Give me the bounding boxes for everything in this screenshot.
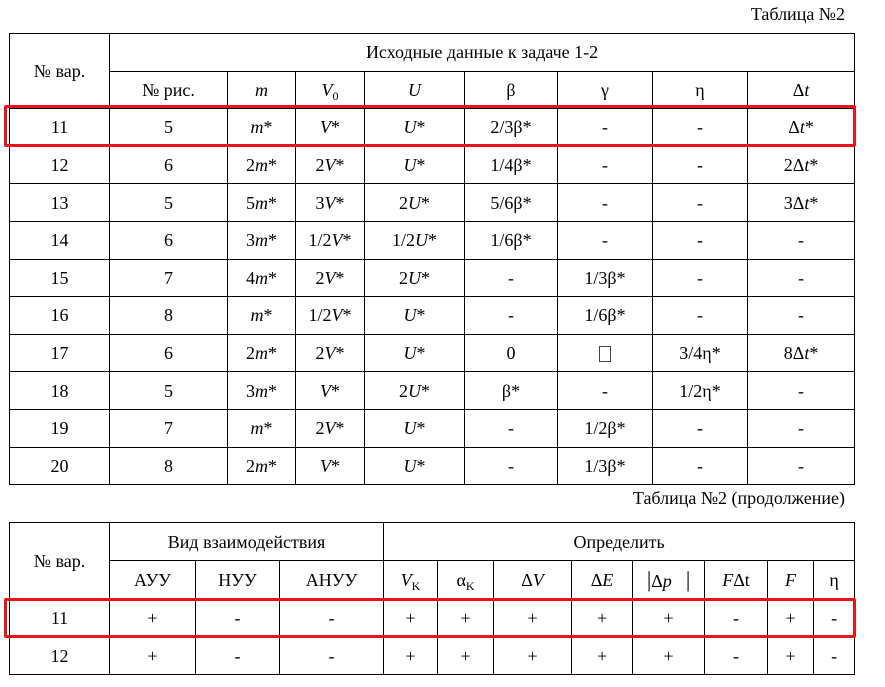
table-cell: - bbox=[558, 372, 653, 410]
table-row bbox=[10, 109, 855, 147]
table-cell: U* bbox=[365, 146, 465, 184]
table-cell: - bbox=[558, 146, 653, 184]
col-dv: ΔV bbox=[494, 561, 572, 599]
table-cell: + bbox=[494, 637, 572, 675]
table-cell: 1/2η* bbox=[653, 372, 748, 410]
table-cell: 2Δt* bbox=[748, 146, 855, 184]
table-cell: + bbox=[572, 637, 633, 675]
table-cell: - bbox=[558, 109, 653, 147]
table-cell: - bbox=[653, 109, 748, 147]
table-cell: V* bbox=[296, 372, 365, 410]
table-cell: 5 bbox=[110, 184, 228, 222]
table-cell: - bbox=[748, 409, 855, 447]
header-group-initial-data: Исходные данные к задаче 1-2 bbox=[110, 34, 855, 72]
col-alphak: $\alpha_K$ bbox=[438, 561, 494, 599]
table-cell: 1/6β* bbox=[558, 297, 653, 335]
continuation-table bbox=[9, 522, 855, 675]
table-cell: - bbox=[748, 259, 855, 297]
table-cell: 6 bbox=[110, 146, 228, 184]
col-force: F bbox=[768, 561, 814, 599]
table-cell: - bbox=[748, 221, 855, 259]
table-cell: - bbox=[748, 447, 855, 485]
col-eta: η bbox=[653, 71, 748, 109]
table-cell: - bbox=[748, 372, 855, 410]
table-cell: 3m* bbox=[228, 221, 296, 259]
table-cell: 5m* bbox=[228, 184, 296, 222]
table-cell: 3V* bbox=[296, 184, 365, 222]
table-cell: 8Δt* bbox=[748, 334, 855, 372]
table-cell: 2/3β* bbox=[465, 109, 558, 147]
table2-caption: Таблица №2 (продолжение) bbox=[632, 488, 845, 508]
table-cell: + bbox=[494, 599, 572, 637]
col-fdt: FΔt bbox=[705, 561, 768, 599]
table-cell: 7 bbox=[110, 409, 228, 447]
table-row bbox=[10, 599, 855, 637]
table-cell: 5/6β* bbox=[465, 184, 558, 222]
missing-glyph-box bbox=[599, 346, 611, 362]
table-cell: 2V* bbox=[296, 334, 365, 372]
col-v0: $V_0$ bbox=[296, 71, 365, 109]
col-de: ΔE bbox=[572, 561, 633, 599]
table-cell: 1/4β* bbox=[465, 146, 558, 184]
table-row bbox=[10, 409, 855, 447]
table-cell: 4m* bbox=[228, 259, 296, 297]
table-cell: 2V* bbox=[296, 409, 365, 447]
table-cell: - bbox=[196, 637, 280, 675]
header-variant-2: № вар. bbox=[10, 523, 110, 599]
table-cell: - bbox=[465, 447, 558, 485]
table-cell: - bbox=[653, 259, 748, 297]
table-cell: 2V* bbox=[296, 259, 365, 297]
table-cell: β* bbox=[465, 372, 558, 410]
table-cell: + bbox=[110, 599, 196, 637]
col-nuu: НУУ bbox=[196, 561, 280, 599]
table-cell: 3Δt* bbox=[748, 184, 855, 222]
table-cell: + bbox=[768, 599, 814, 637]
table-cell: - bbox=[465, 259, 558, 297]
table-cell: 1/6β* bbox=[465, 221, 558, 259]
table-cell: 1/3β* bbox=[558, 447, 653, 485]
col-figure: № рис. bbox=[110, 71, 228, 109]
variant-number: 16 bbox=[10, 297, 110, 335]
table-cell: m* bbox=[228, 109, 296, 147]
table-cell: - bbox=[558, 184, 653, 222]
table-cell: 3/4η* bbox=[653, 334, 748, 372]
continuation-rows bbox=[10, 599, 855, 675]
col-dp: |Δp⃗| bbox=[633, 561, 705, 599]
table-cell: - bbox=[705, 637, 768, 675]
table-cell: - bbox=[653, 221, 748, 259]
header-variant: № вар. bbox=[10, 34, 110, 109]
variant-number: 11 bbox=[10, 599, 110, 637]
table-cell: + bbox=[438, 637, 494, 675]
table-cell: 2U* bbox=[365, 372, 465, 410]
table-row bbox=[10, 146, 855, 184]
table-row bbox=[10, 372, 855, 410]
table-cell: + bbox=[384, 599, 438, 637]
table-cell: 8 bbox=[110, 447, 228, 485]
table-cell: 6 bbox=[110, 221, 228, 259]
variant-number: 20 bbox=[10, 447, 110, 485]
table-cell: 1/3β* bbox=[558, 259, 653, 297]
col-gamma: γ bbox=[558, 71, 653, 109]
table-cell: 3m* bbox=[228, 372, 296, 410]
table-cell: V* bbox=[296, 109, 365, 147]
table-cell: 8 bbox=[110, 297, 228, 335]
table-row bbox=[10, 221, 855, 259]
table-cell: 2m* bbox=[228, 334, 296, 372]
table-cell: 7 bbox=[110, 259, 228, 297]
col-auu: АУУ bbox=[110, 561, 196, 599]
table1-caption: Таблица №2 bbox=[750, 4, 845, 24]
table-cell: - bbox=[653, 297, 748, 335]
variant-number: 12 bbox=[10, 637, 110, 675]
table-cell: 1/2V* bbox=[296, 297, 365, 335]
table-cell bbox=[558, 334, 653, 372]
table-cell: - bbox=[558, 221, 653, 259]
table-cell: - bbox=[653, 146, 748, 184]
table-cell: 0 bbox=[465, 334, 558, 372]
table-row bbox=[10, 259, 855, 297]
table-cell: 6 bbox=[110, 334, 228, 372]
variant-number: 14 bbox=[10, 221, 110, 259]
table-cell: U* bbox=[365, 297, 465, 335]
table-cell: - bbox=[653, 447, 748, 485]
variant-number: 18 bbox=[10, 372, 110, 410]
table-cell: - bbox=[653, 409, 748, 447]
table-cell: - bbox=[653, 184, 748, 222]
table-cell: 1/2V* bbox=[296, 221, 365, 259]
initial-data-table bbox=[9, 33, 855, 485]
table-cell: + bbox=[633, 599, 705, 637]
table-cell: + bbox=[768, 637, 814, 675]
col-eta-2: η bbox=[814, 561, 855, 599]
col-mass: m bbox=[228, 71, 296, 109]
variant-number: 15 bbox=[10, 259, 110, 297]
table-cell: - bbox=[748, 297, 855, 335]
col-u: U bbox=[365, 71, 465, 109]
table-row bbox=[10, 637, 855, 675]
table-row bbox=[10, 297, 855, 335]
table-cell: - bbox=[814, 599, 855, 637]
variant-number: 12 bbox=[10, 146, 110, 184]
table-cell: + bbox=[633, 637, 705, 675]
col-dt: Δt bbox=[748, 71, 855, 109]
table-cell: V* bbox=[296, 447, 365, 485]
col-vk: $V_K$ bbox=[384, 561, 438, 599]
table-cell: U* bbox=[365, 334, 465, 372]
table-row bbox=[10, 334, 855, 372]
table-cell: 1/2β* bbox=[558, 409, 653, 447]
table-cell: - bbox=[196, 599, 280, 637]
table-cell: U* bbox=[365, 447, 465, 485]
table-cell: + bbox=[110, 637, 196, 675]
table-cell: 2m* bbox=[228, 146, 296, 184]
variant-number: 19 bbox=[10, 409, 110, 447]
table-row bbox=[10, 447, 855, 485]
table-cell: - bbox=[814, 637, 855, 675]
variant-number: 13 bbox=[10, 184, 110, 222]
table-cell: 2U* bbox=[365, 259, 465, 297]
initial-data-rows bbox=[10, 109, 855, 485]
table-cell: 5 bbox=[110, 109, 228, 147]
table-cell: 2m* bbox=[228, 447, 296, 485]
table-cell: 1/2U* bbox=[365, 221, 465, 259]
header-group-determine: Определить bbox=[384, 523, 855, 561]
table-cell: 2V* bbox=[296, 146, 365, 184]
table-cell: Δt* bbox=[748, 109, 855, 147]
col-beta: β bbox=[465, 71, 558, 109]
table-cell: 5 bbox=[110, 372, 228, 410]
table-row bbox=[10, 184, 855, 222]
table-cell: - bbox=[705, 599, 768, 637]
table-cell: + bbox=[572, 599, 633, 637]
header-group-interaction: Вид взаимодействия bbox=[110, 523, 384, 561]
table-cell: m* bbox=[228, 409, 296, 447]
variant-number: 11 bbox=[10, 109, 110, 147]
table-cell: 2U* bbox=[365, 184, 465, 222]
table-cell: - bbox=[465, 297, 558, 335]
table-cell: m* bbox=[228, 297, 296, 335]
table-cell: - bbox=[280, 599, 384, 637]
table-cell: U* bbox=[365, 409, 465, 447]
table-cell: - bbox=[465, 409, 558, 447]
table-cell: + bbox=[384, 637, 438, 675]
table-cell: + bbox=[438, 599, 494, 637]
table-cell: - bbox=[280, 637, 384, 675]
table-cell: U* bbox=[365, 109, 465, 147]
col-anuu: АНУУ bbox=[280, 561, 384, 599]
variant-number: 17 bbox=[10, 334, 110, 372]
